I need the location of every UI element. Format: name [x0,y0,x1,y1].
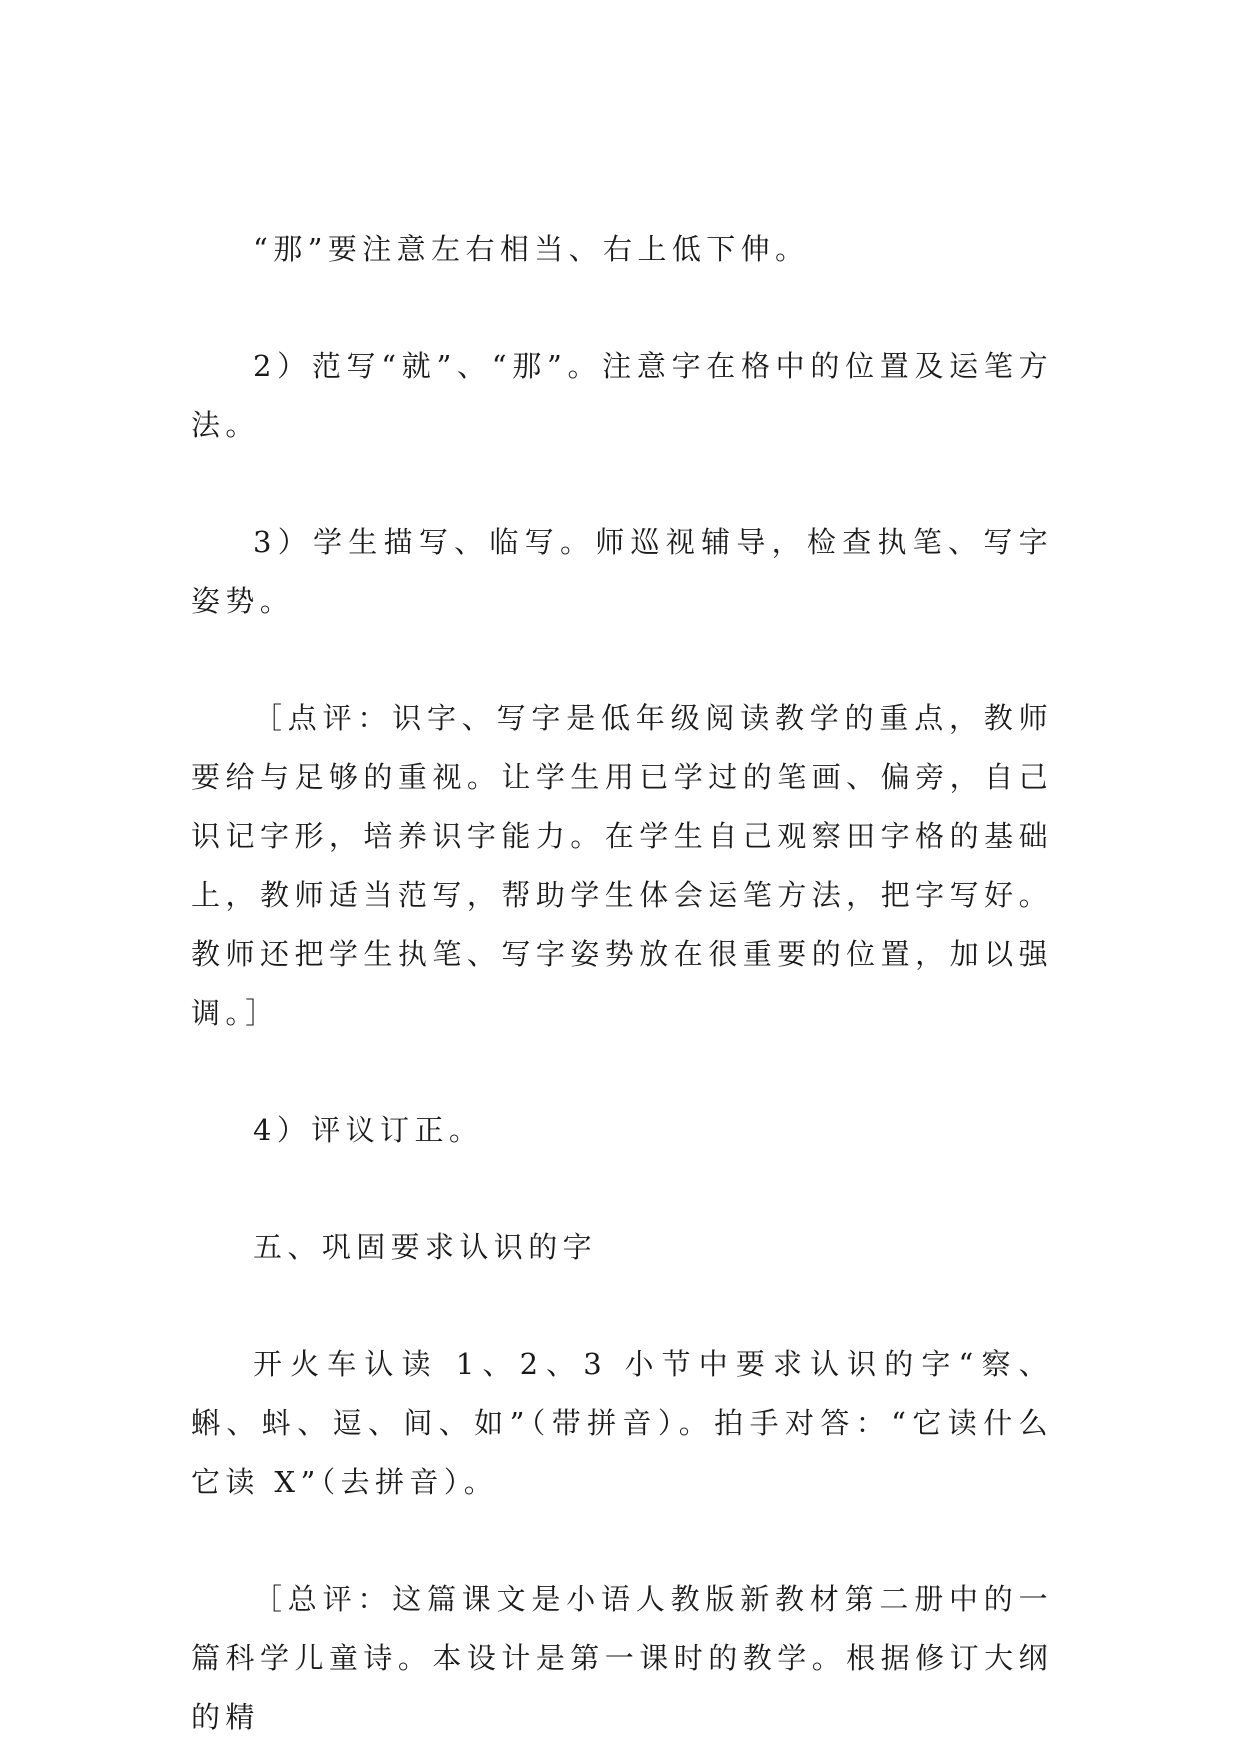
paragraph-train-reading: 开火车认读 1、2、3 小节中要求认识的字“察、蝌、蚪、逗、间、如”（带拼音）。拍手对答：“它读什么它读 X”（去拼音）。 [191,1347,1053,1499]
document-body [191,220,1053,1747]
paragraph-step-2-demo-writing: 2）范写“就”、“那”。注意字在格中的位置及运笔方法。 [191,349,1053,442]
paragraph-overall-commentary: ［总评：这篇课文是小语人教版新教材第二册中的一篇科学儿童诗。本设计是第一课时的教学。根据修订大纲的精 [191,1582,1053,1734]
paragraph-step-4-review: 4）评议订正。 [253,1113,484,1147]
paragraph-commentary: ［点评：识字、写字是低年级阅读教学的重点，教师要给与足够的重视。让学生用已学过的笔画、偏旁，自己识记字形，培养识字能力。在学生自己观察田字格的基础上，教师适当范写，帮助学生体会运笔方法，把字写好。教师还把学生执笔、写字姿势放在很重要的位置，加以强调。］ [191,701,1053,1030]
paragraph-step-3-student-practice: 3）学生描写、临写。师巡视辅导，检查执笔、写字姿势。 [191,525,1053,618]
paragraph-na-writing-note: “那”要注意左右相当、右上低下伸。 [253,232,810,266]
section-heading-5: 五、巩固要求认识的字 [253,1230,598,1264]
